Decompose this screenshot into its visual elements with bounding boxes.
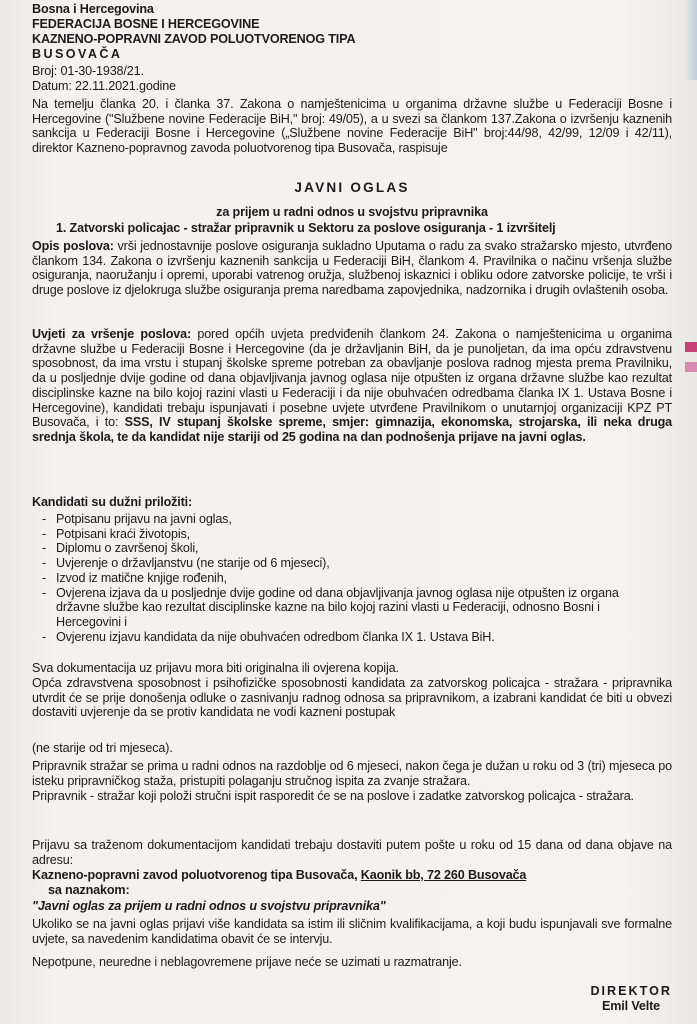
health-paragraph: Opća zdravstvena sposobnost i psihofizičke sposobnosti kandidata za zatvorskog policajca - stražara - pripravnika utvrdit će se prije donošenja odluke o zasnivanju radnog odnosa sa pripravnikom, a izabrani kandidat će biti u obvezi dostaviti uvjerenje da se protiv kandidata ne vodi kazneni postupak [32, 676, 672, 720]
address-institution: Kazneno-popravni zavod poluotvorenog tipa Busovača, [32, 868, 361, 882]
incomplete-applications-note: Nepotpune, neuredne i neblagovremene prijave neće se uzimati u razmatranje. [32, 955, 462, 969]
attachment-item: - Uvjerenje o državljanstvu (ne starije od 6 mjeseci), [32, 556, 658, 571]
attachment-item: - Ovjerenu izjavu kandidata da nije obuhvaćen odredbom članka IX 1. Ustava BiH. [32, 630, 658, 645]
header-federation: FEDERACIJA BOSNE I HERCEGOVINE [32, 17, 260, 31]
health-validity: (ne starije od tri mjeseca). [32, 741, 173, 755]
attachment-item: - Potpisani kraći životopis, [32, 527, 658, 542]
job-requirements-text: pored općih uvjeta predviđenih člankom 24. Zakona o namještenicima u organima državne službe u Federaciji Bosne i Hercegovine (da je državljanin BiH, da je punoljetan, da ima opću zdravstvenu sposobnost, da ima vrstu i stupanj školske spreme potreban za obavljanje poslova radnog mjesta prema Pravilniku, da u posljednje dvije godine od dana objavljivanja javnog oglasa nije otpušten iz organa državne službe kao rezultat disciplinske kazne na bilo kojoj razini vlasti u Federaciji i da nije obuhvaćen odredbama članka IX 1. Ustava Bosne i Hercegovine), kandidati trebaju ispunjavati i posebne uvjete utvrđene Pravilnikom o unutarnjoj organizaciji KPZ PT Busovača, i to: [32, 327, 672, 430]
adjacent-column-marker [685, 362, 697, 372]
header-institution: KAZNENO-POPRAVNI ZAVOD POLUOTVORENOG TIPA [32, 32, 356, 46]
attachment-item: - Diplomu o završenoj školi, [32, 541, 658, 556]
document-date: Datum: 22.11.2021.godine [32, 79, 176, 93]
attachment-item: - Izvod iz matične knjige rođenih, [32, 571, 658, 586]
marking-label: sa naznakom: [48, 883, 130, 897]
job-requirements [32, 327, 672, 445]
notice-subtitle: za prijem u radni odnos u svojstvu pripravnika [216, 205, 488, 219]
interview-paragraph: Ukoliko se na javni oglas prijavi više kandidata sa istim ili sličnim kvalifikacijama, a koji budu ispunjavali sve formalne uvjete, sa navedenim kandidatima obavit će se intervju. [32, 917, 672, 946]
trainee-term-paragraph: Pripravnik stražar se prima u radni odnos na razdoblje od 6 mjeseci, nakon čega je dužan u roku od 3 (tri) mjeseca po isteku pripravničkog staža, pristupiti polaganju stručnog ispita za zvanje stražara. [32, 759, 672, 788]
adjacent-column-marker [685, 342, 697, 352]
attachments-list [32, 512, 658, 644]
submission-paragraph: Prijavu sa traženom dokumentacijom kandidati trebaju dostaviti putem pošte u roku od 15 dana od dana objave na adresu: [32, 838, 672, 867]
header-city: BUSOVAČA [32, 47, 123, 61]
attachment-item: - Potpisanu prijavu na javni oglas, [32, 512, 658, 527]
job-requirements-label: Uvjeti za vršenje poslova: [32, 327, 192, 341]
job-description [32, 239, 672, 298]
address [32, 868, 672, 883]
marking-text: "Javni oglas za prijem u radni odnos u svojstvu pripravnika" [32, 899, 386, 913]
documentation-note: Sva dokumentacija uz prijavu mora biti originalna ili ovjerena kopija. [32, 661, 399, 675]
assignment-paragraph: Pripravnik - stražar koji položi stručni ispit rasporedit će se na poslove i zadatke zatvorskog policajca - stražara. [32, 789, 634, 803]
signature-title: DIREKTOR [590, 984, 672, 998]
intro-paragraph: Na temelju članka 20. i članka 37. Zakona o namještenicima u organima državne službe u Federaciji Bosne i Hercegovine ("Službene novine Federacije BiH," broj: 49/05), a u svezi sa člankom 137.Zakona o izvršenju kaznenih sankcija u Federaciji Bosne i Hercegovine („Službene novine Federacije BiH" broj:44/98, 42/99, 12/09 i 42/11), direktor Kazneno-popravnog zavoda poluotvorenog tipa Busovača, raspisuje [32, 97, 672, 156]
attachments-label: Kandidati su dužni priložiti: [32, 495, 193, 509]
adjacent-column-bleed [685, 0, 697, 80]
job-requirements-special: SSS, IV stupanj školske spreme, smjer: gimnazija, ekonomska, strojarska, ili neka druga srednja škola, te da kandidat nije stariji od 25 godina na dan podnošenja prijave na javni oglas. [32, 415, 673, 444]
job-description-label: Opis poslova: [32, 239, 114, 253]
job-position: 1. Zatvorski policajac - stražar pripravnik u Sektoru za poslove osiguranja - 1 izvršitelj [56, 221, 556, 235]
job-description-text: vrši jednostavnije poslove osiguranja sukladno Uputama o radu za svako stražarsko mjesto, utvrđeno člankom 134. Zakona o izvršenju kaznenih sankcija u Federaciji BiH, člankom 4. Pravilnika o načinu vršenja službe osiguranja, naoružanju i opremi, uporabi vatrenog oružja, službenoj iskaznici i obliku odore zatvorske policije, te vrši i druge poslove iz djelokruga službe osiguranja prema naredbama zapovjednika, nadzornika i drugih ovlaštenih osoba. [32, 239, 672, 298]
public-notice [10, 0, 678, 1024]
attachment-item: - Ovjerena izjava da u posljednje dvije godine od dana objavljivanja javnog oglasa nije otpušten iz organa državne službe kao rezultat disciplinske kazne na bilo kojoj razini vlasti u Federaciji, odnosno Bosni i Hercegovini i [32, 586, 658, 630]
notice-title: JAVNI OGLAS [294, 180, 410, 195]
document-number: Broj: 01-30-1938/21. [32, 64, 144, 78]
header-country: Bosna i Hercegovina [32, 2, 154, 16]
signature-name: Emil Velte [601, 999, 660, 1013]
address-street: Kaonik bb, 72 260 Busovača [360, 868, 527, 882]
